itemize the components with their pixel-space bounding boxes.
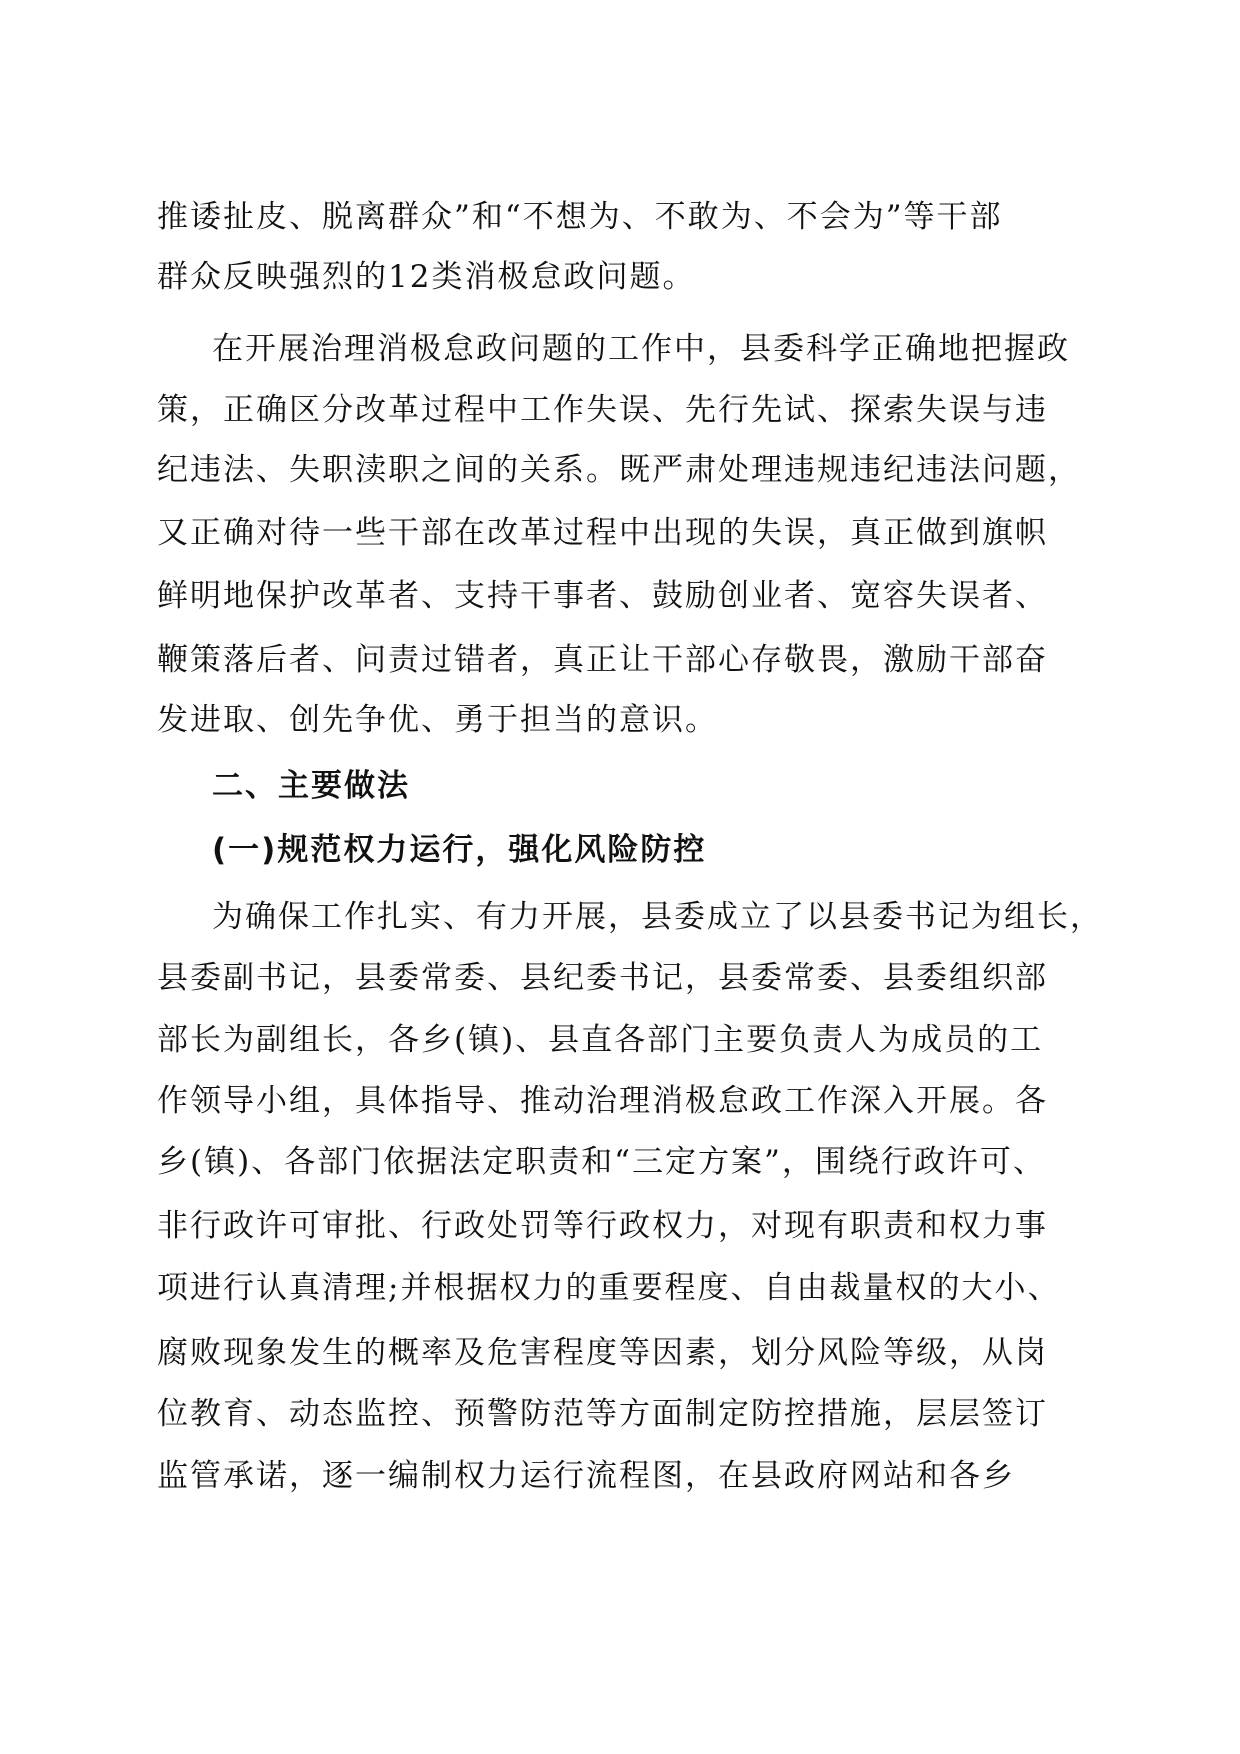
paragraph-line: 鲜明地保护改革者、支持干事者、鼓励创业者、宽容失误者、: [157, 578, 1048, 614]
paragraph-line: 鞭策落后者、问责过错者，真正让干部心存敬畏，激励干部奋: [157, 642, 1048, 678]
paragraph-line: 为确保工作扎实、有力开展，县委成立了以县委书记为组长，: [212, 899, 1103, 935]
paragraph-line: 纪违法、失职渎职之间的关系。既严肃处理违规违纪违法问题，: [157, 452, 1081, 488]
paragraph-line: 县委副书记，县委常委、县纪委书记，县委常委、县委组织部: [157, 960, 1048, 996]
paragraph-line: 腐败现象发生的概率及危害程度等因素，划分风险等级，从岗: [157, 1335, 1048, 1371]
section-heading: 二、主要做法: [212, 768, 410, 804]
paragraph-line: 乡(镇)、各部门依据法定职责和“三定方案”，围绕行政许可、: [157, 1144, 1046, 1180]
paragraph-line: 部长为副组长，各乡(镇)、县直各部门主要负责人为成员的工: [157, 1022, 1044, 1058]
paragraph-line: 在开展治理消极怠政问题的工作中，县委科学正确地把握政: [212, 331, 1070, 367]
paragraph-line: 又正确对待一些干部在改革过程中出现的失误，真正做到旗帜: [157, 515, 1048, 551]
paragraph-line: 推诿扯皮、脱离群众”和“不想为、不敢为、不会为”等干部: [157, 199, 1003, 235]
paragraph-line: 作领导小组，具体指导、推动治理消极怠政工作深入开展。各: [157, 1083, 1048, 1119]
paragraph-line: 发进取、创先争优、勇于担当的意识。: [157, 702, 718, 738]
paragraph-line: 监管承诺，逐一编制权力运行流程图，在县政府网站和各乡: [157, 1458, 1015, 1494]
paragraph-line: 非行政许可审批、行政处罚等行政权力，对现有职责和权力事: [157, 1208, 1048, 1244]
paragraph-line: 项进行认真清理;并根据权力的重要程度、自由裁量权的大小、: [157, 1270, 1061, 1306]
paragraph-line: 位教育、动态监控、预警防范等方面制定防控措施，层层签订: [157, 1396, 1048, 1432]
subsection-heading: (一)规范权力运行，强化风险防控: [212, 832, 707, 868]
paragraph-line: 策，正确区分改革过程中工作失误、先行先试、探索失误与违: [157, 392, 1048, 428]
paragraph-line: 群众反映强烈的12类消极怠政问题。: [157, 259, 696, 295]
